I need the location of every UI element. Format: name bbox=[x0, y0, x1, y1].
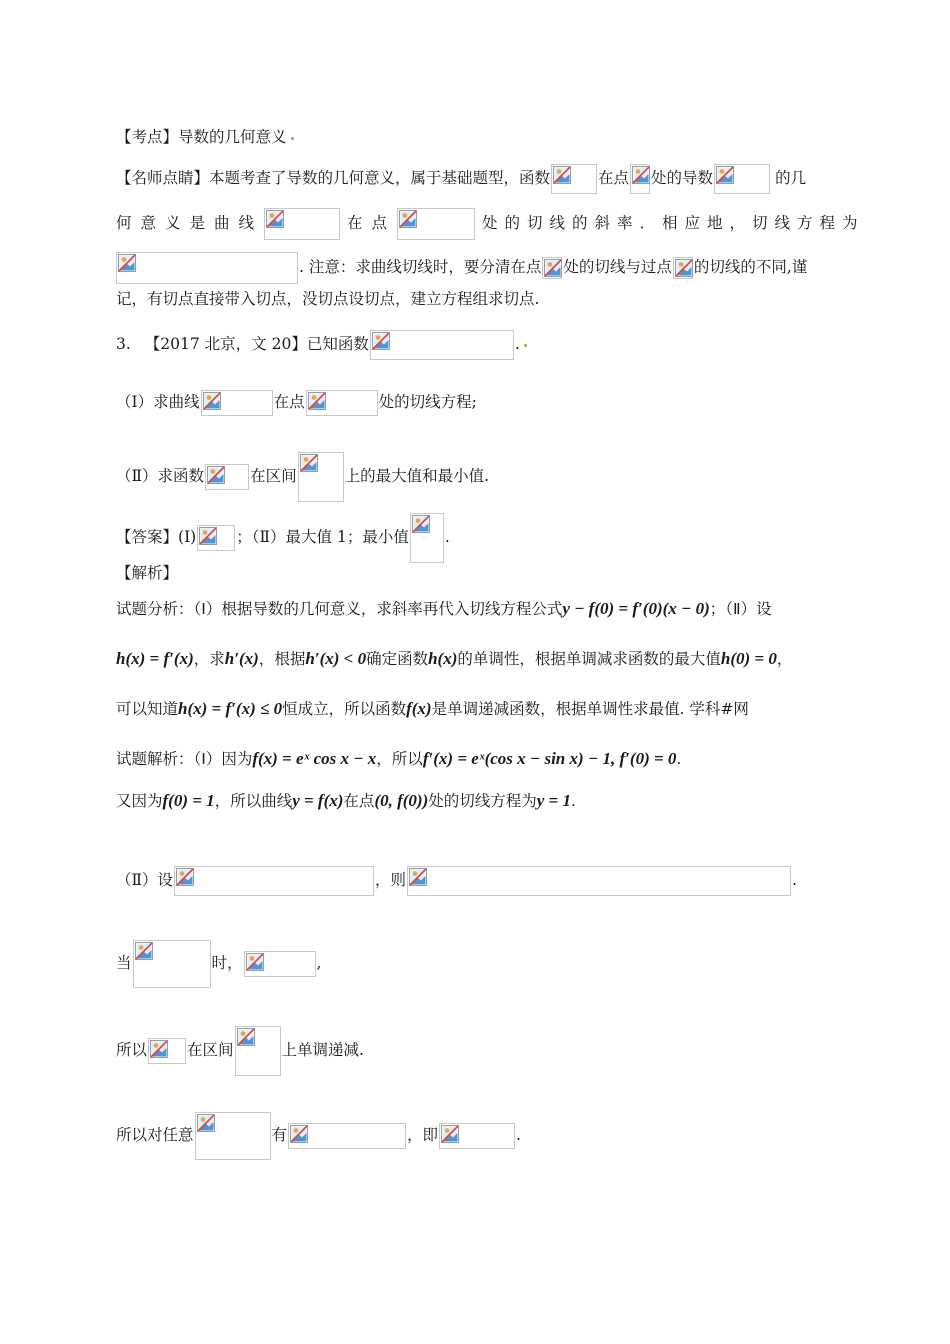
text: ； bbox=[236, 528, 252, 546]
formula-image bbox=[551, 164, 597, 194]
text: 在区间 bbox=[187, 1041, 234, 1059]
formula-image bbox=[673, 257, 693, 279]
text: ，所以曲线 bbox=[214, 792, 293, 810]
formula-image bbox=[195, 1112, 271, 1160]
formula-image bbox=[205, 464, 249, 490]
formula-image bbox=[439, 1123, 515, 1149]
formula-image bbox=[407, 866, 791, 896]
math-expression: h′(x) bbox=[224, 649, 259, 668]
formula-image bbox=[148, 1038, 186, 1064]
formula-image bbox=[197, 525, 235, 551]
text: 上单调递减. bbox=[281, 1041, 364, 1059]
question-3-part-1 bbox=[116, 390, 477, 416]
math-expression: y − f(0) = f′(0)(x − 0) bbox=[562, 599, 710, 618]
broken-image-icon bbox=[118, 254, 136, 272]
broken-image-icon bbox=[441, 1125, 459, 1143]
formula-image bbox=[264, 208, 340, 240]
math-expression: f(0) = 1 bbox=[162, 791, 215, 810]
math-expression: (0, f(0)) bbox=[374, 791, 429, 810]
text: ，则 bbox=[375, 871, 407, 889]
text: 在点 bbox=[347, 214, 397, 232]
broken-image-icon bbox=[207, 466, 225, 484]
text: 处的切线与过点 bbox=[563, 258, 672, 276]
question-number: 3. bbox=[116, 335, 131, 353]
math-expression: h(x) = f′(x) ≤ 0 bbox=[178, 699, 283, 718]
kaodian-line bbox=[116, 126, 294, 148]
text: , bbox=[316, 954, 322, 972]
broken-image-icon bbox=[553, 166, 571, 184]
broken-image-icon bbox=[199, 527, 217, 545]
answer-line bbox=[116, 513, 450, 563]
text: 在点 bbox=[343, 792, 375, 810]
broken-image-icon bbox=[197, 1114, 215, 1132]
broken-image-icon bbox=[135, 942, 153, 960]
broken-image-icon bbox=[409, 868, 427, 886]
text: ，即 bbox=[407, 1126, 439, 1144]
text: 处的导数 bbox=[651, 169, 714, 187]
analysis-label-line bbox=[116, 562, 178, 584]
text: （Ⅱ）设 bbox=[116, 871, 174, 889]
text: 处的切线方程为 bbox=[428, 792, 537, 810]
solution-2-line-4 bbox=[116, 1112, 521, 1160]
question-3-part-2 bbox=[116, 452, 489, 502]
broken-image-icon bbox=[412, 515, 430, 533]
text: 恒成立，所以函数 bbox=[282, 700, 407, 718]
text: 记，有切点直接带入切点，没切点设切点，建立方程组求切点. bbox=[116, 290, 540, 308]
text: ， bbox=[776, 650, 793, 668]
mingshi-label: 【名师点睛】 bbox=[116, 169, 210, 187]
math-expression: f(x) bbox=[406, 699, 432, 718]
text: ，所以 bbox=[376, 750, 423, 768]
text: . bbox=[514, 335, 520, 353]
text: 所以 bbox=[116, 1041, 148, 1059]
mark-dot bbox=[291, 137, 294, 140]
analysis-line-3 bbox=[116, 698, 749, 720]
text: . bbox=[444, 528, 450, 546]
broken-image-icon bbox=[632, 166, 650, 184]
broken-image-icon bbox=[237, 1028, 255, 1046]
formula-image bbox=[306, 390, 378, 416]
broken-image-icon bbox=[300, 454, 318, 472]
text: 求曲线 bbox=[153, 393, 200, 411]
broken-image-icon bbox=[266, 210, 284, 228]
broken-image-icon bbox=[290, 1125, 308, 1143]
analysis-line-5 bbox=[116, 790, 576, 812]
question-source: 【2017 北京，文 20】 bbox=[144, 335, 307, 353]
formula-image bbox=[116, 252, 298, 284]
solution-2-line-3 bbox=[116, 1026, 364, 1076]
text: ；（Ⅱ）设 bbox=[709, 600, 772, 618]
text: . bbox=[516, 1126, 521, 1144]
broken-image-icon bbox=[308, 392, 326, 410]
kaodian-text: 导数的几何意义 bbox=[178, 128, 287, 146]
formula-image bbox=[298, 452, 344, 502]
text: 何意义是曲线 bbox=[116, 214, 264, 232]
math-expression: f(x) = eˣ cos x − x bbox=[252, 749, 377, 768]
broken-image-icon bbox=[372, 332, 390, 350]
math-expression: h′(x) < 0 bbox=[305, 649, 367, 668]
broken-image-icon bbox=[203, 392, 221, 410]
mingshi-line-4 bbox=[116, 288, 539, 310]
text: 当 bbox=[116, 954, 132, 972]
part-label: （Ⅱ） bbox=[116, 467, 158, 485]
text: 有 bbox=[271, 1126, 288, 1144]
text: 又因为 bbox=[116, 792, 163, 810]
text: 求函数 bbox=[157, 467, 205, 485]
analysis-label: 【解析】 bbox=[116, 564, 179, 582]
broken-image-icon bbox=[246, 953, 264, 971]
broken-image-icon bbox=[150, 1040, 168, 1058]
mingshi-line-1 bbox=[116, 164, 806, 194]
analysis-line-1 bbox=[116, 598, 772, 620]
mingshi-line-3 bbox=[116, 252, 807, 284]
text: 处的切线方程; bbox=[378, 393, 477, 411]
mark-dot bbox=[524, 344, 527, 347]
text: ，根据 bbox=[258, 650, 306, 668]
math-expression: f′(x) = eˣ(cos x − sin x) − 1, f′(0) = 0 bbox=[422, 749, 677, 768]
formula-image bbox=[630, 164, 650, 194]
text: 是单调递减函数，根据单调性求最值. 学科#网 bbox=[431, 700, 749, 718]
analysis-line-2 bbox=[116, 648, 792, 670]
solution-2-line-2 bbox=[116, 940, 321, 988]
text: 可以知道 bbox=[116, 700, 179, 718]
formula-image bbox=[542, 257, 562, 279]
text: 已知函数 bbox=[306, 335, 369, 353]
broken-image-icon bbox=[399, 210, 417, 228]
text: （Ⅱ）最大值 1；最小值 bbox=[251, 528, 409, 546]
text: . bbox=[792, 871, 797, 889]
solution-2-line-1 bbox=[116, 866, 797, 896]
formula-image bbox=[244, 951, 316, 977]
answer-label: 【答案】 bbox=[116, 528, 179, 546]
mingshi-line-2 bbox=[116, 208, 865, 240]
broken-image-icon bbox=[176, 868, 194, 886]
text: 在区间 bbox=[250, 467, 297, 485]
text: 本题考查了导数的几何意义，属于基础题型，函数 bbox=[209, 169, 551, 187]
text: 试题分析：（Ⅰ）根据导数的几何意义，求斜率再代入切线方程公式 bbox=[116, 600, 563, 618]
math-expression: h(x) = f′(x) bbox=[116, 649, 194, 668]
math-expression: y = f(x) bbox=[292, 791, 344, 810]
text: 试题解析：（Ⅰ）因为 bbox=[116, 750, 253, 768]
text: 处的切线的斜率．相应地，切线方程为 bbox=[482, 214, 865, 232]
broken-image-icon bbox=[675, 259, 693, 277]
text: . bbox=[571, 792, 576, 810]
text: 上的最大值和最小值. bbox=[344, 467, 490, 485]
formula-image bbox=[410, 513, 444, 563]
part-label: （Ⅰ） bbox=[116, 393, 154, 411]
text: 的几 bbox=[775, 169, 807, 187]
formula-image bbox=[397, 208, 475, 240]
text: . 注意：求曲线切线时，要分清在点 bbox=[299, 258, 542, 276]
formula-image bbox=[288, 1123, 406, 1149]
math-expression: h(x) bbox=[428, 649, 458, 668]
formula-image bbox=[714, 164, 770, 194]
formula-image bbox=[370, 330, 514, 360]
formula-image bbox=[235, 1026, 281, 1076]
math-expression: h(0) = 0 bbox=[720, 649, 777, 668]
text: 时， bbox=[211, 954, 243, 972]
formula-image bbox=[201, 390, 273, 416]
text: 在点 bbox=[273, 393, 305, 411]
text: 的单调性，根据单调减求函数的最大值 bbox=[457, 650, 721, 668]
text: . bbox=[676, 750, 682, 768]
formula-image bbox=[174, 866, 374, 896]
formula-image bbox=[133, 940, 211, 988]
broken-image-icon bbox=[544, 259, 562, 277]
math-expression: y = 1 bbox=[536, 791, 571, 810]
text: 所以对任意 bbox=[116, 1126, 194, 1144]
text: 在点 bbox=[598, 169, 630, 187]
text: (Ⅰ) bbox=[178, 528, 197, 546]
text: 确定函数 bbox=[366, 650, 429, 668]
kaodian-label: 【考点】 bbox=[116, 128, 179, 146]
analysis-line-4 bbox=[116, 748, 681, 770]
text: 的切线的不同,谨 bbox=[693, 258, 808, 276]
text: ，求 bbox=[193, 650, 225, 668]
question-3-line bbox=[116, 330, 527, 360]
broken-image-icon bbox=[716, 166, 734, 184]
